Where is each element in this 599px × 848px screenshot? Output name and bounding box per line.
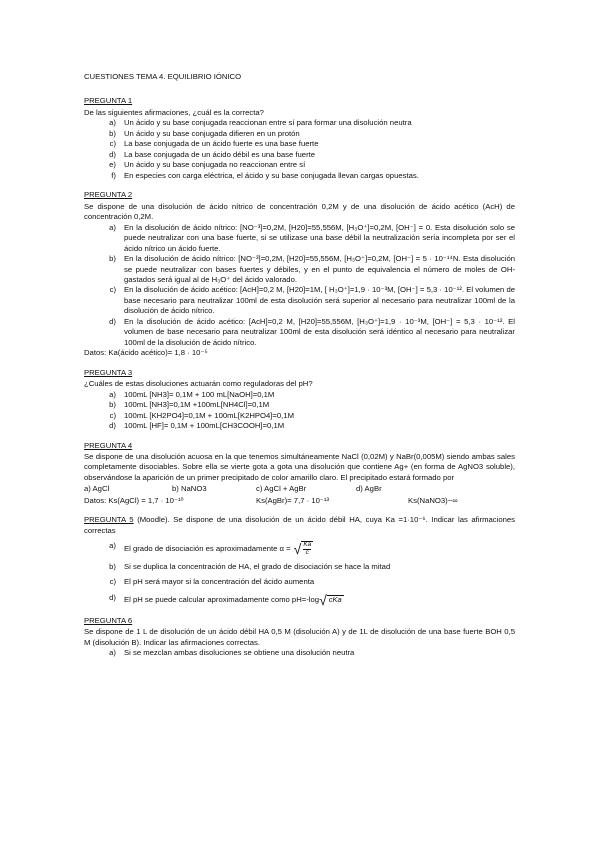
answer-item [84, 285, 515, 316]
answer-list [84, 390, 515, 432]
answer-text-label: El pH se puede calcular aproximadamente como pH=-log [124, 594, 320, 604]
answer-key: d) [109, 592, 116, 602]
answer-text: En la disolución de ácido nítrico: [NO⁻³]=0,2M, [H20]=55,556M, [H₃O⁺]=0,2M, [OH⁻] = 0. Esta disolución solo se puede neutralizar con una base fuerte, si se utilizase una base débil la neutralización sería incompleta por ser el ácido nítrico un ácido fuerte. [124, 222, 515, 253]
document [84, 72, 515, 668]
answer-key: c) [109, 577, 116, 587]
answer-text: En la disolución de ácido acético: [AcH]=0,2 M, [H20]=55,556M, [H₃O⁺]=1,9 · 10⁻³M, [OH⁻] = 5,3 · 10⁻¹². El volumen de base necesario para neutralizar 100ml de esta disolución será idéntico al necesario para neutralizar 100ml de la disolución de ácido nítrico. [124, 316, 515, 347]
answer-list [84, 223, 515, 349]
question-heading: PREGUNTA 6 [84, 615, 133, 625]
sqrt-formula: √ $\frac{Ka}{c}$ [293, 541, 312, 558]
question-6 [84, 616, 515, 659]
answer-item [84, 411, 515, 421]
answer-key: b) [109, 400, 116, 410]
ks-agcl: Datos: Ks(AgCl) = 1,7 · 10⁻¹⁰ [84, 495, 184, 505]
answer-text: 100mL [HF]= 0,1M + 100mL[CH3COOH]=0,1M [124, 421, 285, 431]
answer-text: Si se mezclan ambas disoluciones se obtiene una disolución neutra [124, 648, 355, 658]
answer-key: c) [109, 410, 116, 420]
option: d) AgBr [356, 484, 382, 494]
denominator: c [303, 549, 311, 557]
answer-item [84, 118, 515, 128]
answer-key: d) [109, 316, 116, 326]
question-heading: PREGUNTA 3 [84, 367, 133, 377]
answer-item [84, 593, 515, 607]
answer-item [84, 139, 515, 149]
answer-text [124, 541, 515, 557]
answer-item [84, 577, 515, 587]
answer-key: a) [109, 389, 116, 399]
option: a) AgCl [84, 484, 110, 494]
answer-text: Un ácido y su base conjugada difieren en un protón [124, 128, 300, 138]
answer-text: El pH será mayor si la concentración del ácido aumenta [124, 577, 315, 587]
answer-item [84, 562, 515, 572]
question-intro [84, 515, 515, 536]
option: b) NaNO3 [172, 484, 207, 494]
ks-nano3: Ks(NaNO3)~∞ [408, 495, 458, 505]
question-intro: ¿Cuáles de estas disoluciones actuarán como reguladoras del pH? [84, 379, 313, 389]
answer-key: d) [109, 421, 116, 431]
data-note [84, 496, 515, 506]
document-title: CUESTIONES TEMA 4. EQUILIBRIO IÓNICO [84, 72, 242, 81]
answer-item [84, 390, 515, 400]
question-heading: PREGUNTA 2 [84, 190, 133, 200]
question-heading: PREGUNTA 1 [84, 96, 133, 106]
question-intro: Se dispone de 1 L de disolución de un ácido débil HA 0,5 M (disolución A) y de 1L de disolución de una base fuerte BOH 0,5 M (disolución B). Indicar las afirmaciones correctas. [84, 627, 515, 647]
answer-text: Un ácido y su base conjugada no reaccionan entre sí [124, 160, 306, 170]
numerator: Ka [303, 541, 312, 549]
answer-item [84, 150, 515, 160]
answer-item [84, 223, 515, 254]
answer-item [84, 541, 515, 557]
answer-text: En especies con carga eléctrica, el ácido y su base conjugada llevan cargas opuestas. [124, 170, 419, 180]
answer-key: b) [109, 128, 116, 138]
answer-item [84, 129, 515, 139]
data-note: Datos: Ka(ácido acético)= 1,8 · 10⁻⁵ [84, 348, 208, 358]
answer-key: a) [109, 118, 116, 128]
answer-key: d) [109, 149, 116, 159]
answer-item [84, 254, 515, 285]
answer-key: a) [109, 541, 116, 551]
answer-key: c) [109, 139, 116, 149]
question-intro: Se dispone de una disolución de ácido nítrico de concentración 0,2M y de una disolución de ácido acético (AcH) de concentración 0,2M. [84, 201, 515, 222]
answer-text: Si se duplica la concentración de HA, el grado de disociación se hace la mitad [124, 561, 391, 571]
question-1 [84, 96, 515, 181]
answer-text: La base conjugada de un ácido fuerte es una base fuerte [124, 139, 319, 149]
question-heading: PREGUNTA 5 [84, 515, 134, 525]
question-heading: PREGUNTA 4 [84, 440, 133, 450]
answer-text [124, 593, 515, 607]
answer-key: e) [109, 160, 116, 170]
ks-agbr: Ks(AgBr)= 7,7 · 10⁻¹³ [256, 495, 330, 505]
answer-item [84, 400, 515, 410]
answer-text: 100mL [NH3]= 0,1M + 100 mL[NaOH]=0,1M [124, 389, 275, 399]
answer-text: En la disolución de ácido acético: [AcH]=0,2 M, [H20]=1M, [ H₃O⁺]=1,9 · 10⁻³M, [OH⁻] = 5,3 · 10⁻¹². El volumen de base necesario para neutralizar 100ml de esta disolución será superior al necesario para neutralizar 100ml de la disolución de ácido nítrico. [124, 285, 515, 316]
answer-key: b) [109, 561, 116, 571]
answer-key: a) [109, 648, 116, 658]
answer-text: Un ácido y su base conjugada reaccionan entre sí para formar una disolución neutra [124, 118, 412, 128]
answer-item [84, 648, 515, 658]
answer-list [84, 541, 515, 607]
answer-list [84, 648, 515, 658]
answer-item [84, 160, 515, 170]
radicand: cKa [328, 595, 342, 605]
answer-text: 100mL [NH3]=0,1M +100mL[NH4Cl]=0,1M [124, 400, 270, 410]
answer-text: 100mL [KH2PO4]=0,1M + 100mL[K2HPO4]=0,1M [124, 410, 294, 420]
question-2 [84, 190, 515, 359]
answer-text: La base conjugada de un ácido débil es una base fuerte [124, 149, 316, 159]
answer-item [84, 317, 515, 348]
answer-text-label: El grado de disociación es aproximadamente α = [124, 543, 291, 553]
question-intro-text: (Moodle). Se dispone de una disolución de un ácido débil HA, cuya Ka =1·10⁻⁶. Indicar las afirmaciones correctas [84, 515, 515, 535]
answer-key: f) [111, 170, 116, 180]
answer-text: En la disolución de ácido nítrico: [NO⁻³]=0,2M, [H20]=55,556M, [H₃O⁺]=0,2M, [OH⁻] = 5 · 10⁻¹⁴N. Esta disolución se puede neutralizar con bases fuertes y débiles, y en el punto de equivalencia el número de moles de OH- gastados será igual al de H₃O⁺ del ácido valorado. [124, 254, 515, 284]
sqrt-formula: √ cKa [319, 591, 342, 608]
option-row [84, 484, 515, 494]
answer-key: b) [109, 254, 116, 264]
question-intro: Se dispone de una disolución acuosa en la que tenemos simultáneamente NaCl (0,02M) y NaBr(0,005M) siendo ambas sales completamente disociables. Sobre ella se vierte gota a gota una disolución que contiene Ag+ (en forma de AgNO3 soluble), observándose la aparición de un primer precipitado de color amarillo claro. El precipitado estará formado por [84, 452, 515, 482]
question-3 [84, 368, 515, 432]
question-5 [84, 515, 515, 607]
question-4 [84, 441, 515, 507]
answer-key: c) [109, 285, 116, 295]
answer-list [84, 118, 515, 181]
option: c) AgCl + AgBr [256, 484, 307, 494]
question-intro: De las siguientes afirmaciones, ¿cuál es la correcta? [84, 107, 264, 117]
answer-item [84, 171, 515, 181]
answer-key: a) [109, 222, 116, 232]
answer-item [84, 421, 515, 431]
